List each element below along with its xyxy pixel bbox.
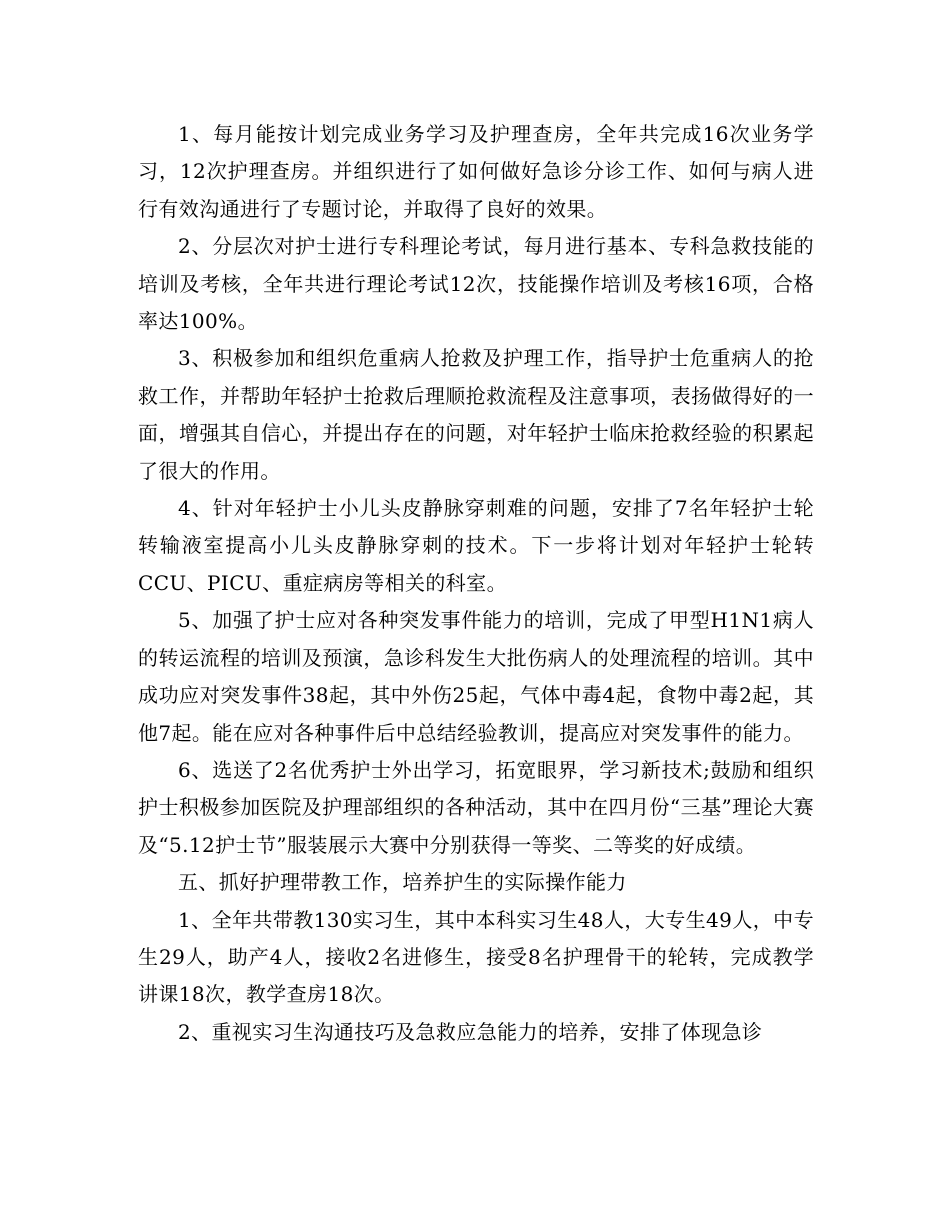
document-body (138, 116, 814, 1051)
paragraph-4: 4、针对年轻护士小儿头皮静脉穿刺难的问题，安排了7名年轻护士轮转输液室提高小儿头皮静脉穿刺的技术。下一步将计划对年轻护士轮转CCU、PICU、重症病房等相关的科室。 (138, 496, 814, 595)
paragraph-3: 3、积极参加和组织危重病人抢救及护理工作，指导护士危重病人的抢救工作，并帮助年轻护士抢救后理顺抢救流程及注意事项，表扬做得好的一面，增强其自信心，并提出存在的问题，对年轻护士临床抢救经验的积累起了很大的作用。 (138, 346, 814, 483)
paragraph-2: 2、分层次对护士进行专科理论考试，每月进行基本、专科急救技能的培训及考核，全年共进行理论考试12次，技能操作培训及考核16项，合格率达100%。 (138, 234, 814, 334)
paragraph-1: 1、每月能按计划完成业务学习及护理查房，全年共完成16次业务学习，12次护理查房。并组织进行了如何做好急诊分诊工作、如何与病人进行有效沟通进行了专题讨论，并取得了良好的效果。 (138, 122, 814, 221)
paragraph-5: 5、加强了护士应对各种突发事件能力的培训，完成了甲型H1N1病人的转运流程的培训及预演，急诊科发生大批伤病人的处理流程的培训。其中成功应对突发事件38起，其中外伤25起，气体中毒4起，食物中毒2起，其他7起。能在应对各种事件后中总结经验教训，提高应对突发事件的能力。 (138, 608, 814, 745)
paragraph-6: 6、选送了2名优秀护士外出学习，拓宽眼界，学习新技术;鼓励和组织护士积极参加医院及护理部组织的各种活动，其中在四月份“三基”理论大赛及“5.12护士节”服装展示大赛中分别获得一等奖、二等奖的好成绩。 (138, 757, 814, 857)
paragraph-8: 2、重视实习生沟通技巧及急救应急能力的培养，安排了体现急诊 (178, 1019, 763, 1044)
section-heading: 五、抓好护理带教工作，培养护生的实际操作能力 (178, 870, 627, 895)
paragraph-7: 1、全年共带教130实习生，其中本科实习生48人，大专生49人，中专生29人，助产4人，接收2名进修生，接受8名护理骨干的轮转，完成教学讲课18次，教学查房18次。 (138, 907, 814, 1007)
